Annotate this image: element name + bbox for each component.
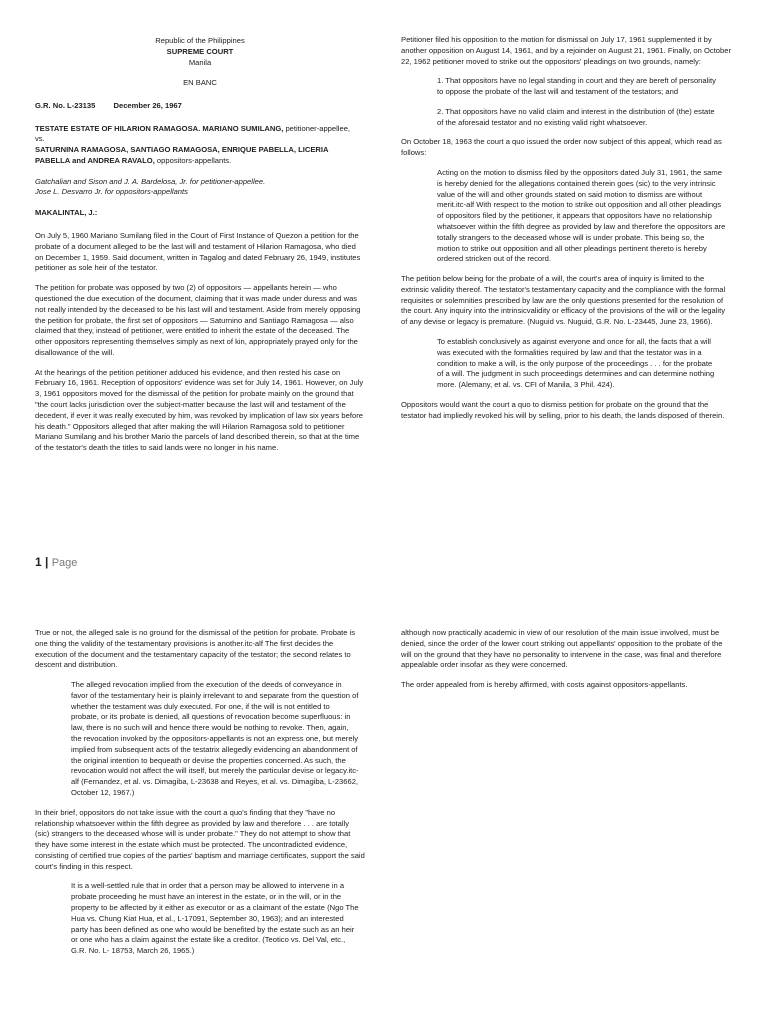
counsel-block bbox=[35, 177, 365, 199]
counsel-petitioner: Gatchalian and Sison and J. A. Bardelosa, Jr. for petitioner-appellee. bbox=[35, 176, 266, 186]
page-gap bbox=[0, 576, 768, 600]
page-separator: | bbox=[41, 555, 52, 569]
paragraph: True or not, the alleged sale is no ground for the dismissal of the petition for probate. Probate is one thing the validity of the testamentary provisions is another.itc-alf The first decides the execution of the document and the testamentary capacity of the testator; the second relates to descent and distribution. bbox=[35, 628, 356, 670]
page-footer bbox=[35, 554, 77, 572]
paragraph: Oppositors would want the court a quo to dismiss petition for probate on the ground that the testator had impliedly revoked his will by selling, prior to his death, the lands disposed of therein. bbox=[401, 399, 725, 420]
court-heading: SUPREME COURT bbox=[166, 47, 234, 56]
city-heading: Manila bbox=[188, 58, 212, 67]
republic-heading: Republic of the Philippines bbox=[155, 36, 245, 45]
paragraph: Petitioner filed his opposition to the motion for dismissal on July 17, 1961 supplemented it by another opposition on August 14, 1961, and by a rejoinder on August 21, 1961. Finally, on October 22, 1962 petitioner moved to strike out the oppositors' pleadings on two grounds, namely: bbox=[401, 35, 731, 66]
page-two-left-column bbox=[35, 628, 365, 966]
gr-number: G.R. No. L-23135 bbox=[35, 100, 96, 110]
block-quote: To establish conclusively as against everyone and once for all, the facts that a will was executed with the formalities required by law and that the testator was in a condition to make a will, is the only purpose of the proceedings . . . for the probate of a will. The judgment in such proceedings determines and can determine nothing more. (Alemany, et al. vs. CFI of Manila, 3 Phil. 424). bbox=[437, 336, 715, 390]
paragraph: The order appealed from is hereby affirmed, with costs against oppositors-appellants. bbox=[401, 680, 688, 690]
ponente: MAKALINTAL, J.: bbox=[35, 208, 98, 218]
petitioner-role: petitioner-appellee, bbox=[283, 123, 351, 133]
block-quote: Acting on the motion to dismiss filed by the oppositors dated July 31, 1961, the same is hereby denied for the allegations contained therein goes (sic) to the very intrinsic value of the will and other grounds stated on said motion to dismiss are without merit.itc-alf With respect to the motion to strike out opposition and all other pleadings of oppositors filed by the petitioner, it appears that oppositors have no relationship whatsoever within the fifth degree as provided by law and therefore the oppositors are totally strangers to the deceased whose will is under probate. This being so, the motion to strike out opposition and all other pleadings pertinent thereto is hereby ordered stricken out of the record. bbox=[437, 168, 726, 264]
counsel-oppositors: Jose L. Desvarro Jr. for oppositors-appellants bbox=[35, 187, 188, 197]
page-word: Page bbox=[51, 557, 78, 569]
paragraph: although now practically academic in view of our resolution of the main issue involved, must be denied, since the order of the lower court striking out appellants' opposition to the probate of the will on the ground that they have no personality to intervene in the case, was final and therefore appealable order insofar as they were concerned. bbox=[401, 628, 723, 670]
ground-item-2: 2. That oppositors have no valid claim and interest in the distribution of (the) estate of the aforesaid testator and no existing valid right whatsoever. bbox=[437, 106, 715, 127]
versus: vs. bbox=[35, 134, 45, 144]
oppositors-role: oppositors-appellants. bbox=[154, 155, 232, 165]
ground-item-1: 1. That oppositors have no legal standing in court and they are bereft of personality to oppose the probate of the last will and testament of the testators; and bbox=[437, 76, 716, 97]
case-title bbox=[35, 124, 365, 167]
paragraph: The petition for probate was opposed by two (2) of oppositors — appellants herein — who questioned the due execution of the document, claiming that it was made under duress and was not really intended by the deceased to be his last will and testament. Aside from merely opposing the petition for probate, the first set of oppositors — Saturnino and Santiago Ramagosa — also claimed that they, instead of petitioner, were entitled to inherit the estate of the deceased. The other oppositors representing themselves simply as next of kin, appropriately prayed only for the disallowance of the will. bbox=[35, 283, 361, 357]
block-quote: It is a well-settled rule that in order that a person may be allowed to intervene in a probate proceeding he must have an interest in the estate, or in the will, or in the property to be affected by it either as executor or as a claimant of the estate (Ngo The Hua vs. Chung Kiat Hua, et al., L-17091, September 30, 1963); and an interested party has been defined as one who would be benefited by the estate such as an heir or one who has a claim against the estate like a creditor. (Teotico vs. Del Val, etc., G.R. No. L- 18753, March 26, 1965.) bbox=[71, 881, 359, 956]
en-banc-heading: EN BANC bbox=[183, 78, 217, 87]
oppositors-party: SATURNINA RAMAGOSA, SANTIAGO RAMAGOSA, ENRIQUE PABELLA, LICERIA PABELLA and ANDREA RAVALO, bbox=[35, 145, 329, 165]
page-two-right-column bbox=[401, 628, 733, 700]
page-number: 1 bbox=[35, 555, 42, 569]
paragraph: The petition below being for the probate of a will, the court's area of inquiry is limited to the extrinsic validity thereof. The testator's testamentary capacity and the compliance with the formal requisites or solemnities prescribed by law are the only questions presented for the resolution of the court. Any inquiry into the intrinsicvalidity or efficacy of the provisions of the will or the legality of any devise or legacy is premature. (Nuguid vs. Nuguid, G.R. No. L-23445, June 23, 1966). bbox=[401, 274, 726, 327]
estate-party: TESTATE ESTATE OF HILARION RAMAGOSA. MARIANO SUMILANG, bbox=[35, 123, 284, 133]
case-number-line bbox=[35, 101, 365, 112]
page-one-right-column bbox=[401, 35, 733, 430]
block-quote: The alleged revocation implied from the execution of the deeds of conveyance in favor of the testamentary heir is plainly irrelevant to and separate from the question of whether the testament was duly executed. For one, if the will is not entitled to probate, or its probate is denied, all questions of revocation become superfluous: in law, there is no such will and hence there would be nothing to revoke. Then, again, the revocation invoked by the oppositors-appellants is not an express one, but merely implied from subsequent acts of the testatrix allegedly evidencing an abandonment of the original intention to bequeath or devise the properties concerned. As such, the revocation would not affect the will itself, but merely the particular devise or legacy.itc-alf (Fernandez, et al. vs. Dimagiba, L-23638 and Reyes, et al. vs. Dimagiba, L-23662, October 12, 1967.) bbox=[71, 680, 359, 797]
page-one-left-column bbox=[35, 35, 365, 463]
paragraph: On July 5, 1960 Mariano Sumilang filed in the Court of First Instance of Quezon a petition for the probate of a document alleged to be the last will and testament of Hilarion Ramagosa, who died on December 1, 1959. Said document, written in Tagalog and dated February 26, 1949, institutes petitioner as sole heir of the testator. bbox=[35, 231, 361, 273]
decision-date: December 26, 1967 bbox=[113, 100, 182, 110]
paragraph: On October 18, 1963 the court a quo issued the order now subject of this appeal, which read as follows: bbox=[401, 137, 722, 158]
paragraph: In their brief, oppositors do not take issue with the court a quo's finding that they "have no relationship whatsoever within the fifth degree as provided by law and therefore . . . are totally (sic) strangers to the deceased whose will is under probate." They do not attempt to show that they have some interest in the estate which must be protected. The uncontradicted evidence, consisting of certified true copies of the parties' baptism and marriage certificates, support the said court's finding in this respect. bbox=[35, 807, 365, 871]
paragraph: At the hearings of the petition petitioner adduced his evidence, and then rested his case on February 16, 1961. Reception of oppositors' evidence was set for July 14, 1961. However, on July 3, 1961 oppositors moved for the dismissal of the petition for probate mainly on the ground that "the court lacks jurisdiction over the subject-matter because the last will and testament of the decedent, if ever it was really executed by him, was revoked by implication of law six years before his death." Oppositors alleged that after making the will Hilarion Ramagosa sold to petitioner Mariano Sumilang and his brother Mario the parcels of land described therein, so that at the time of the testator's death the titles to said lands were no longer in his name. bbox=[35, 367, 364, 453]
